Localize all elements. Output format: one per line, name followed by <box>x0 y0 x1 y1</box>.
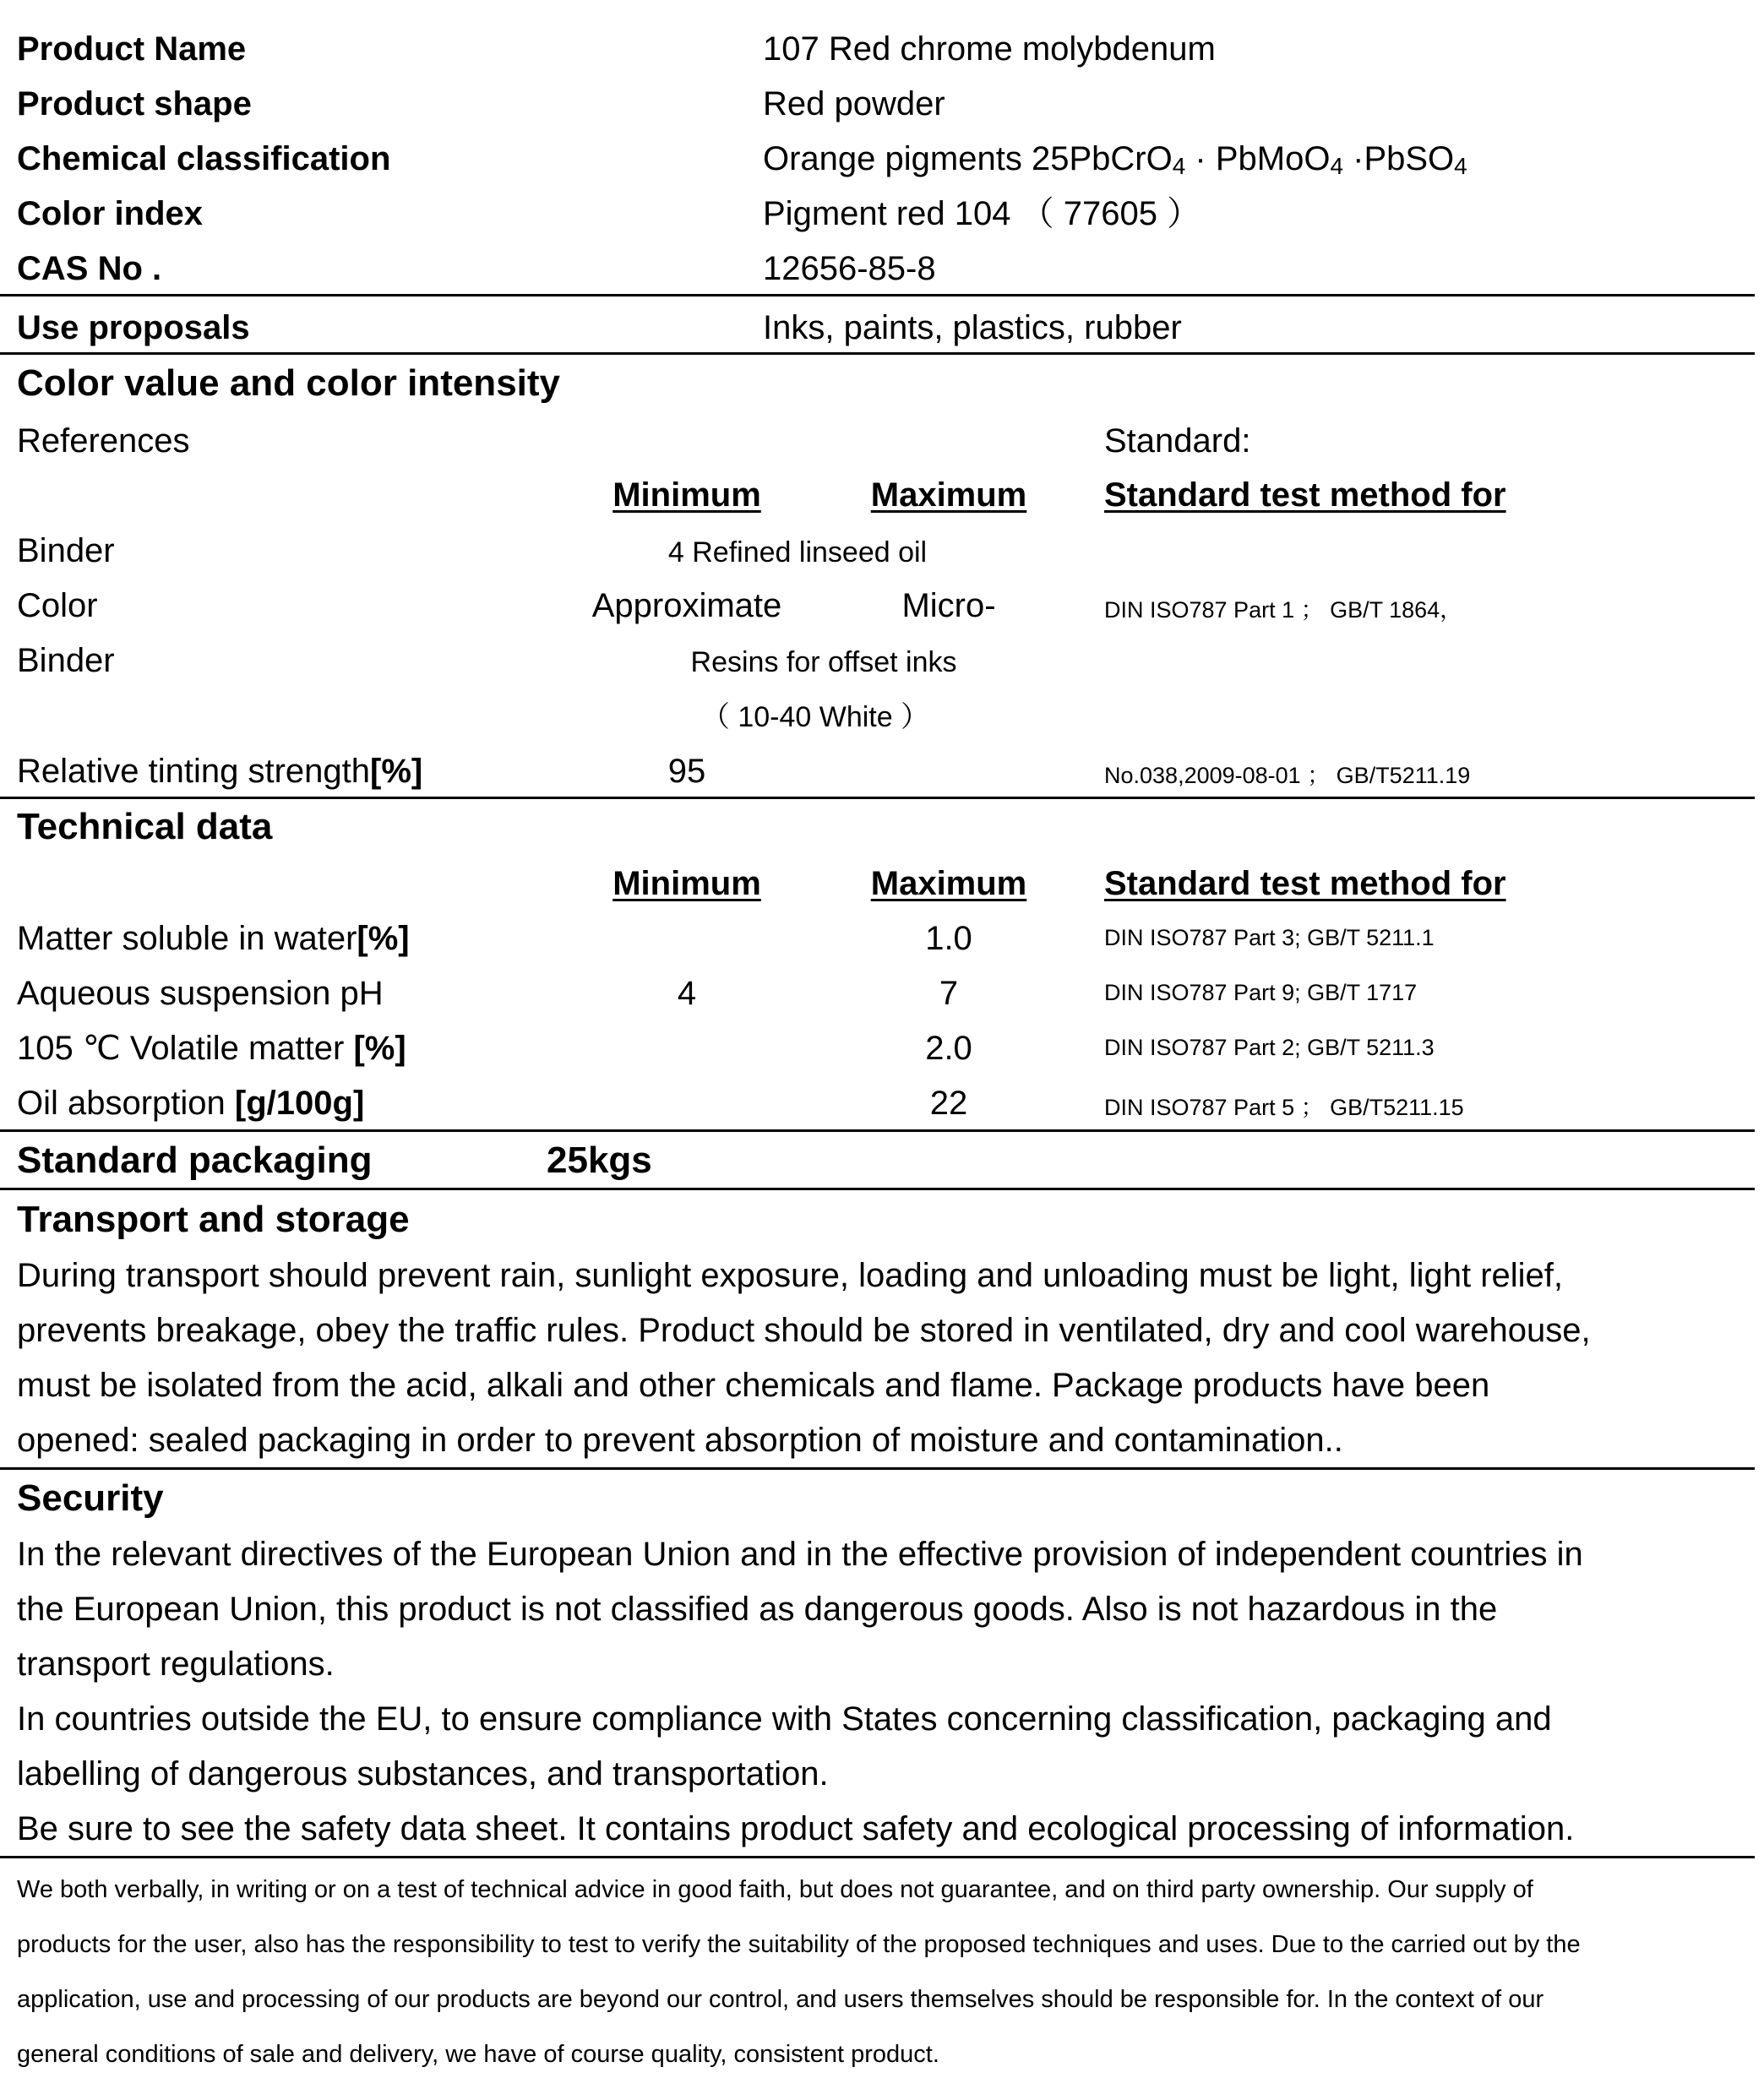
color-max-value: Micro- <box>901 587 996 624</box>
color-min-value: Approximate <box>591 587 782 624</box>
disclaimer-text-line: general conditions of sale and delivery, we have of course quality, consistent product. <box>17 2041 939 2068</box>
use-proposals-value: Inks, paints, plastics, rubber <box>763 309 1182 346</box>
technical-row-max: 22 <box>929 1085 968 1122</box>
divider <box>0 797 1755 799</box>
color-index-value: Pigment red 104 （ 77605 ） <box>763 195 1201 232</box>
binder-value: 4 Refined linseed oil <box>667 536 928 568</box>
technical-row-max: 2.0 <box>925 1030 972 1067</box>
security-text-line: the European Union, this product is not classified as dangerous goods. Also is not hazardous in the <box>17 1591 1498 1628</box>
technical-row-method: DIN ISO787 Part 9; GB/T 1717 <box>1104 980 1418 1005</box>
disclaimer-text-line: We both verbally, in writing or on a test of technical advice in good faith, but does not guarantee, and on third party ownership. Our supply of <box>17 1876 1533 1903</box>
technical-row-label: Oil absorption [g/100g] <box>17 1085 365 1122</box>
transport-text-line: During transport should prevent rain, sunlight exposure, loading and unloading must be light, light relief, <box>17 1257 1563 1294</box>
divider <box>0 1188 1755 1190</box>
binder-label: Binder <box>17 532 115 569</box>
technical-row-method: DIN ISO787 Part 5 ； GB/T5211.15 <box>1104 1095 1464 1120</box>
color-section-title: Color value and color intensity <box>17 362 561 404</box>
technical-row-label: Aqueous suspension pH <box>17 975 384 1012</box>
technical-row-label: 105 ℃ Volatile matter [%] <box>17 1030 406 1067</box>
security-text-line: transport regulations. <box>17 1646 335 1683</box>
disclaimer-text-line: application, use and processing of our products are beyond our control, and users themselves should be responsible for. In the context of our <box>17 1986 1544 2013</box>
product-shape-value: Red powder <box>763 85 945 122</box>
references-label: References <box>17 422 190 460</box>
technical-row-min: 4 <box>677 975 697 1012</box>
transport-text-line: opened: sealed packaging in order to prevent absorption of moisture and contamination.. <box>17 1422 1343 1459</box>
binder-value-detail: （ 10-40 White ） <box>700 701 930 733</box>
technical-row-label: Matter soluble in water[%] <box>17 920 410 957</box>
color-col-method: Standard test method for <box>1104 476 1506 514</box>
technical-col-maximum: Maximum <box>870 865 1027 902</box>
technical-row-method: DIN ISO787 Part 2; GB/T 5211.3 <box>1104 1035 1435 1060</box>
transport-section-title: Transport and storage <box>17 1199 410 1240</box>
divider <box>0 294 1755 296</box>
technical-col-minimum: Minimum <box>612 865 761 902</box>
security-text-line: In the relevant directives of the European Union and in the effective provision of independent countries in <box>17 1536 1583 1573</box>
color-label: Color <box>17 587 98 624</box>
security-text-line: Be sure to see the safety data sheet. It contains product safety and ecological processing of information. <box>17 1810 1575 1847</box>
chemical-classification-value: Orange pigments 25PbCrO$_4$ · PbMoO$_4$ ·PbSO$_4$ <box>763 140 1467 180</box>
transport-text-line: prevents breakage, obey the traffic rules. Product should be stored in ventilated, dry and cool warehouse, <box>17 1312 1591 1349</box>
binder-value: Resins for offset inks <box>690 646 957 678</box>
divider <box>0 352 1755 355</box>
packaging-value: 25kgs <box>547 1140 652 1181</box>
cas-no-value: 12656-85-8 <box>763 250 936 287</box>
technical-row-max: 1.0 <box>925 920 972 957</box>
color-method: DIN ISO787 Part 1 ； GB/T 1864， <box>1104 597 1463 623</box>
product-name-value: 107 Red chrome molybdenum <box>763 30 1216 68</box>
packaging-label: Standard packaging <box>17 1140 373 1181</box>
relative-tinting-strength-label: Relative tinting strength[%] <box>17 753 423 790</box>
technical-section-title: Technical data <box>17 806 273 847</box>
technical-col-method: Standard test method for <box>1104 865 1506 902</box>
relative-tinting-strength-min: 95 <box>667 753 706 790</box>
transport-text-line: must be isolated from the acid, alkali and other chemicals and flame. Package products have been <box>17 1367 1490 1404</box>
divider <box>0 1129 1755 1132</box>
product-shape-label: Product shape <box>17 85 252 122</box>
color-col-maximum: Maximum <box>870 476 1027 514</box>
divider <box>0 1467 1755 1470</box>
security-text-line: In countries outside the EU, to ensure compliance with States concerning classification, packaging and <box>17 1700 1552 1738</box>
disclaimer-text-line: products for the user, also has the responsibility to test to verify the suitability of the proposed techniques and uses. Due to the carried out by the <box>17 1931 1581 1958</box>
product-name-label: Product Name <box>17 30 247 68</box>
color-index-label: Color index <box>17 195 204 232</box>
chemical-classification-label: Chemical classification <box>17 140 391 177</box>
binder-label: Binder <box>17 642 115 679</box>
divider <box>0 1856 1755 1858</box>
technical-row-max: 7 <box>939 975 959 1012</box>
cas-no-label: CAS No . <box>17 250 162 287</box>
standard-label: Standard: <box>1104 422 1251 460</box>
security-text-line: labelling of dangerous substances, and transportation. <box>17 1755 829 1793</box>
color-col-minimum: Minimum <box>612 476 761 514</box>
relative-tinting-strength-method: No.038,2009-08-01 ； GB/T5211.19 <box>1104 763 1471 788</box>
security-section-title: Security <box>17 1477 164 1519</box>
technical-row-method: DIN ISO787 Part 3; GB/T 5211.1 <box>1104 925 1435 950</box>
use-proposals-label: Use proposals <box>17 309 250 346</box>
